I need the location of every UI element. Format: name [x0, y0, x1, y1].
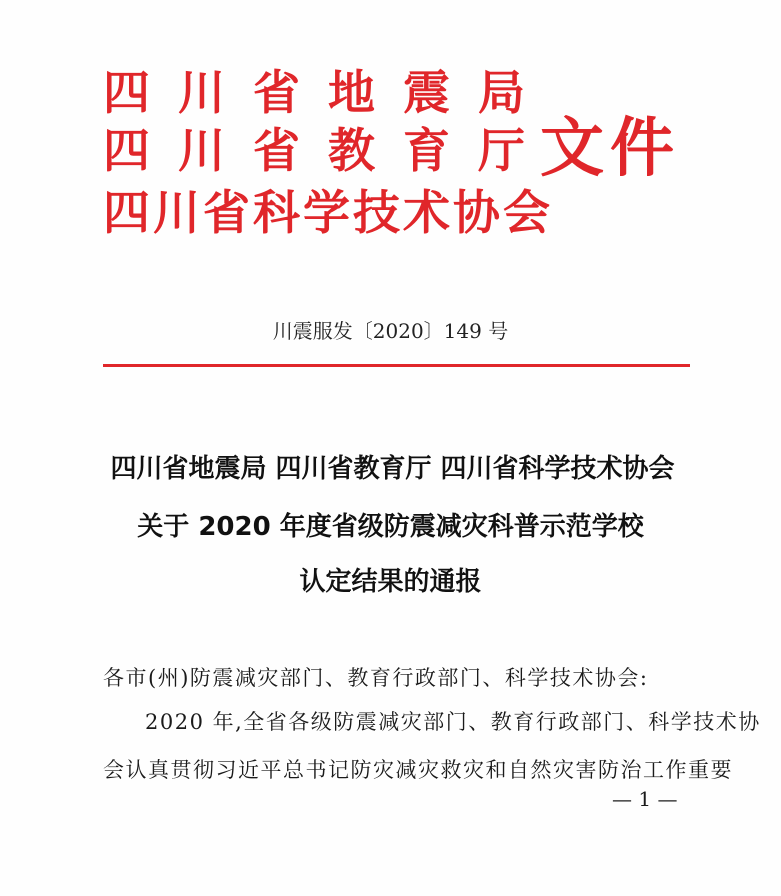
- title-line-subject: 关于 2020 年度省级防震减灾科普示范学校: [137, 512, 644, 542]
- salutation: 各市(州)防震减灾部门、教育行政部门、科学技术协会:: [103, 666, 649, 690]
- title-line-issuers: 四川省地震局 四川省教育厅 四川省科学技术协会: [110, 454, 675, 484]
- red-divider-rule: [103, 364, 690, 367]
- issuer-seismological-bureau: 四川省地震局: [103, 66, 553, 121]
- issuer-science-association: 四川省科学技术协会: [103, 186, 553, 241]
- title-line-result: 认定结果的通报: [299, 567, 482, 597]
- issuer-education-department: 四川省教育厅: [103, 124, 553, 179]
- page-number: — 1 —: [612, 787, 678, 811]
- paragraph-line-1: 2020 年,全省各级防震减灾部门、教育行政部门、科学技术协: [145, 710, 761, 734]
- document-type-label: 文件: [540, 112, 680, 186]
- document-number: 川震服发〔2020〕149 号: [272, 319, 509, 343]
- paragraph-line-2: 会认真贯彻习近平总书记防灾减灾救灾和自然灾害防治工作重要: [103, 758, 733, 782]
